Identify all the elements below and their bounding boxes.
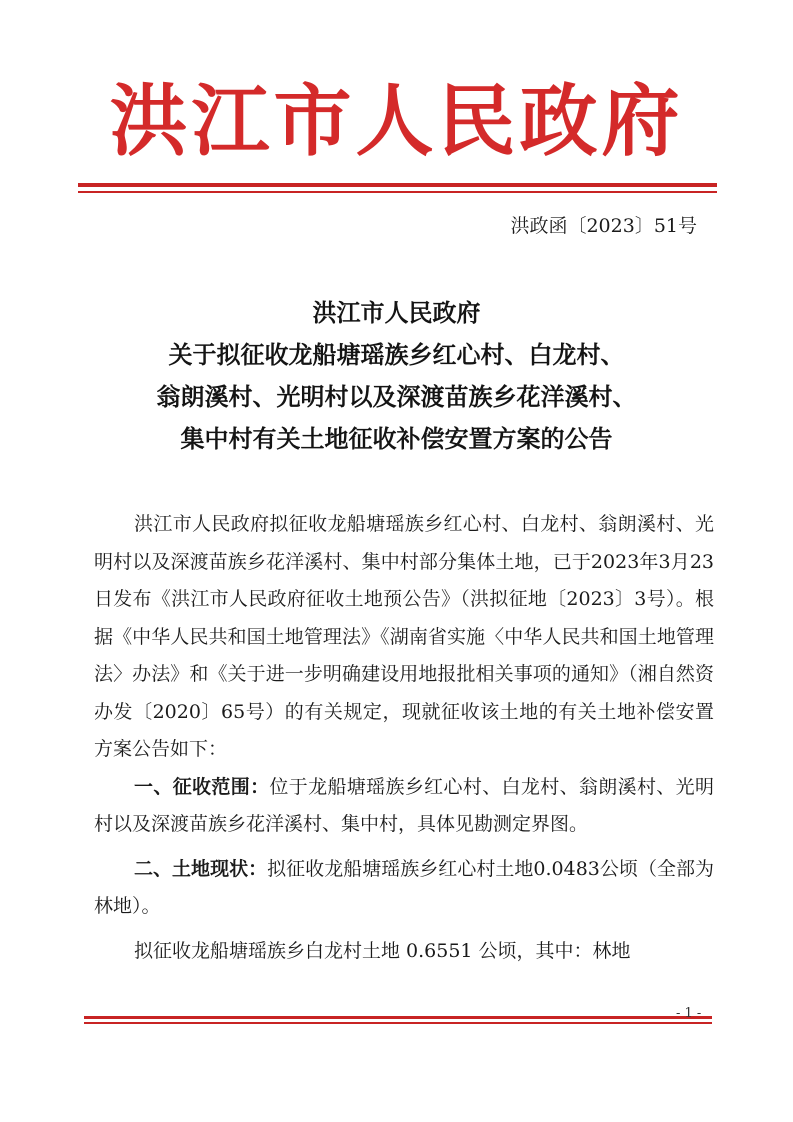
title-line: 洪江市人民政府 <box>312 299 481 327</box>
issuer-masthead: 洪江市人民政府 <box>109 76 684 167</box>
section-scope-label: 一、征收范围： <box>134 775 270 798</box>
intro-paragraph: 洪江市人民政府拟征收龙船塘瑶族乡红心村、白龙村、翁朗溪村、光明村以及深渡苗族乡花洋溪村、集中村部分集体土地，已于2023年3月23日发布《洪江市人民政府征收土地预公告》（洪拟征地〔2023〕3号）。根据《中华人民共和国土地管理法》《湖南省实施〈中华人民共和国土地管理法〉办法》和《关于进一步明确建设用地报批相关事项的通知》（湘自然资办发〔2020〕65号）的有关规定，现就征收该土地的有关土地补偿安置方案公告如下： <box>94 513 714 760</box>
section-status-label: 二、土地现状： <box>134 857 268 880</box>
document-number: 洪政函〔2023〕51号 <box>510 215 697 237</box>
red-rule-top-thin <box>78 191 717 193</box>
red-rule-bottom-thin <box>84 1022 712 1024</box>
title-line: 集中村有关土地征收补偿安置方案的公告 <box>180 425 613 453</box>
section-scope-paragraph <box>94 769 714 844</box>
document-title <box>60 292 733 460</box>
section-status-paragraph <box>94 851 714 926</box>
red-rule-bottom-thick <box>84 1016 712 1019</box>
title-line: 关于拟征收龙船塘瑶族乡红心村、白龙村、 <box>168 341 625 369</box>
page-number: - 1 - <box>676 1006 702 1021</box>
section-scope-text: 位于龙船塘瑶族乡红心村、白龙村、翁朗溪村、光明村以及深渡苗族乡花洋溪村、集中村，具体见勘测定界图。 <box>94 775 714 835</box>
section-status-text: 拟征收龙船塘瑶族乡红心村土地0.0483公顷（全部为林地）。 <box>94 857 714 917</box>
bailong-paragraph: 拟征收龙船塘瑶族乡白龙村土地 0.6551 公顷，其中：林地 <box>134 939 631 962</box>
red-rule-top-thick <box>78 183 717 187</box>
document-body <box>94 506 714 970</box>
title-line: 翁朗溪村、光明村以及深渡苗族乡花洋溪村、 <box>156 383 637 411</box>
